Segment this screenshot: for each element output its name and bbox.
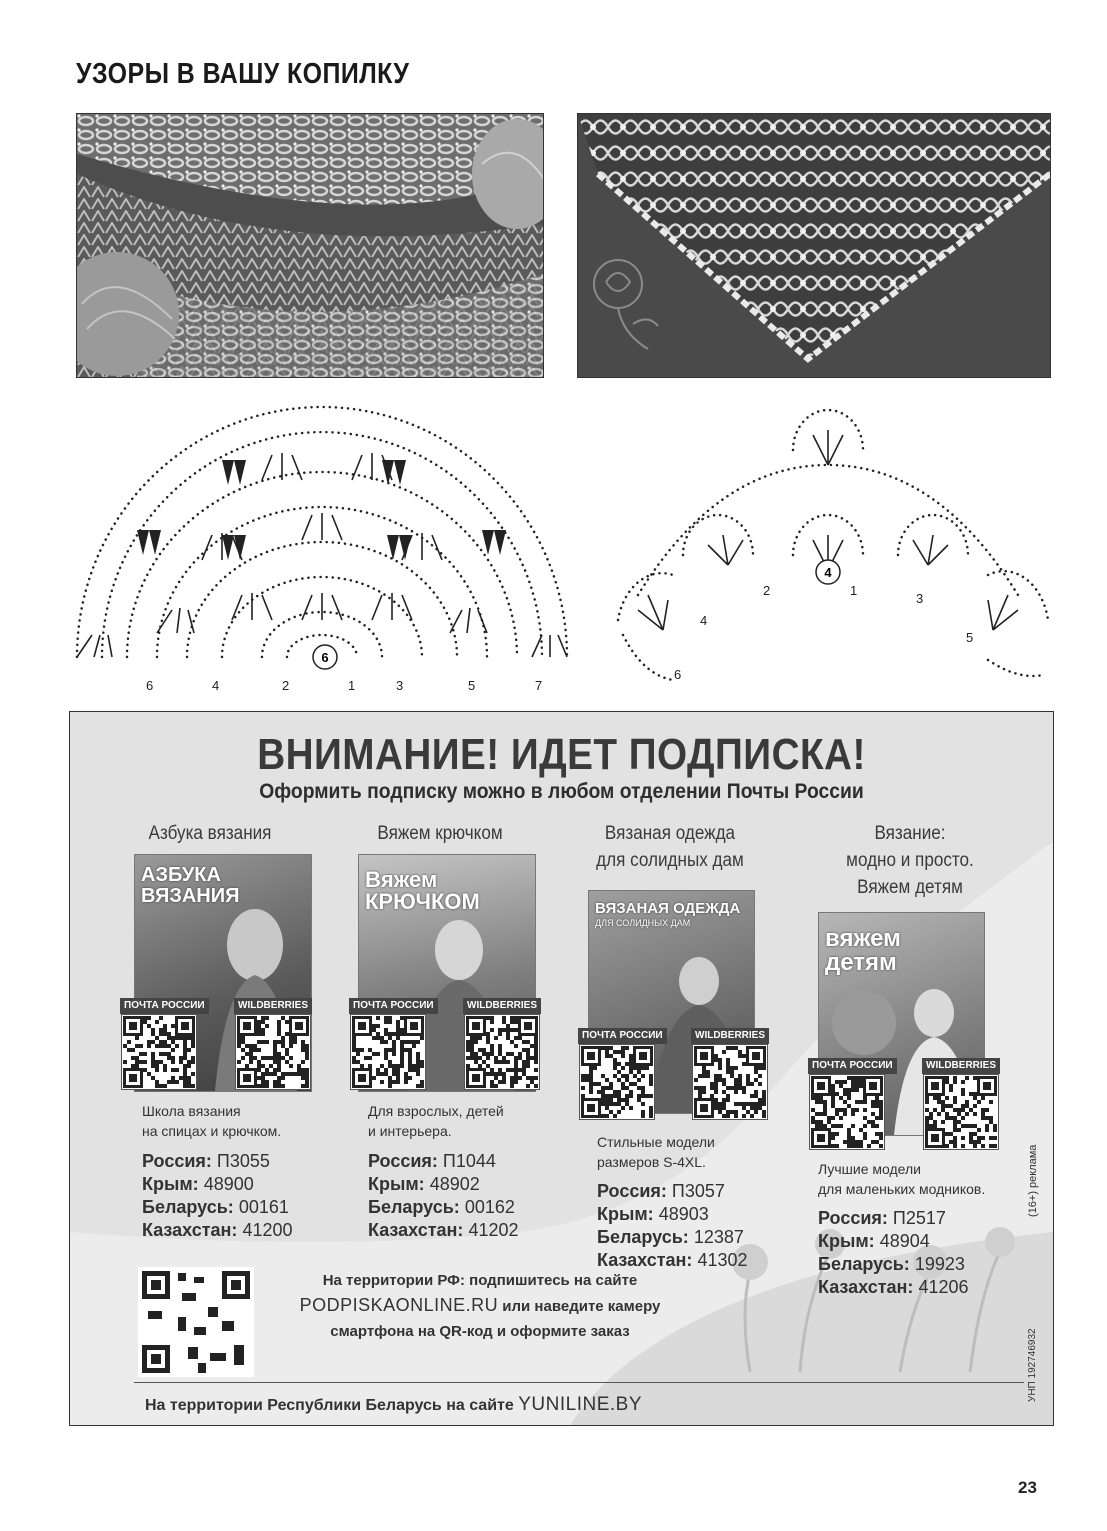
subscription-ad — [69, 711, 1054, 1426]
qr-pattern — [123, 1016, 195, 1088]
podpiska-site-link[interactable]: PODPISKAONLINE.RU — [299, 1295, 499, 1315]
magazine-description: Для взрослых, детей и интерьера. — [368, 1103, 504, 1139]
chart-center-label: 4 — [824, 565, 832, 580]
magazine-description: Школа вязания на спицах и крючком. — [142, 1103, 282, 1139]
row-number: 5 — [966, 630, 974, 645]
qr-pattern — [466, 1016, 538, 1088]
shawl-photo-right — [577, 113, 1051, 378]
qr-pattern — [581, 1046, 653, 1118]
wildberries-qr-code[interactable] — [692, 1030, 768, 1120]
cover-subtitle: ДЛЯ СОЛИДНЫХ ДАМ — [595, 918, 691, 928]
post-qr-code[interactable] — [121, 1000, 205, 1090]
cover-title: Вяжем КРЮЧКОМ — [365, 867, 480, 914]
qr-pattern — [694, 1046, 766, 1118]
subscription-codes: Россия: П3055 Крым: 48900 Беларусь: 00161 Казахстан: 41200 — [142, 1151, 293, 1240]
cover-title: ВЯЗАНАЯ ОДЕЖДА — [595, 900, 741, 917]
row-number: 6 — [674, 667, 682, 682]
cover-title: вяжем детям — [825, 925, 901, 976]
qr-label: WILDBERRIES — [922, 1058, 1000, 1074]
magazine-title: Азбука вязания — [148, 823, 272, 844]
post-qr-code[interactable] — [350, 1000, 434, 1090]
age-rating-note: (16+) реклама — [1027, 1144, 1039, 1217]
crochet-chart-left — [62, 395, 582, 700]
page-title: УЗОРЫ В ВАШУ КОПИЛКУ — [76, 58, 410, 90]
row-number: 7 — [535, 678, 543, 693]
row-number: 3 — [916, 591, 924, 606]
wildberries-qr-code[interactable] — [235, 1000, 311, 1090]
chart-center-label: 6 — [321, 650, 329, 665]
qr-label: ПОЧТА РОССИИ — [349, 998, 438, 1014]
qr-pattern — [925, 1076, 997, 1148]
qr-label: WILDBERRIES — [691, 1028, 769, 1044]
rf-subscribe-text: На территории РФ: подпишитесь на сайте PODPISKAONLINE.RU или наведите камеру смартфона на QR-код и оформите заказ — [299, 1272, 661, 1340]
qr-label: ПОЧТА РОССИИ — [578, 1028, 667, 1044]
divider — [134, 1382, 1024, 1383]
page-number: 23 — [1018, 1478, 1037, 1497]
post-qr-code[interactable] — [809, 1060, 893, 1150]
row-number: 4 — [700, 613, 708, 628]
podpiska-qr-code[interactable] — [138, 1267, 254, 1377]
belarus-subscribe-text: На территории Республики Беларусь на сайте YUNILINE.BY — [145, 1394, 642, 1415]
ad-subhead: Оформить подписку можно в любом отделении Почты России — [259, 780, 864, 803]
cover-title: АЗБУКА ВЯЗАНИЯ — [141, 864, 240, 907]
subscription-codes: Россия: П2517 Крым: 48904 Беларусь: 19923 Казахстан: 41206 — [818, 1208, 969, 1297]
magazine-title: Вязаная одежда для солидных дам — [596, 823, 744, 871]
qr-label: ПОЧТА РОССИИ — [808, 1058, 897, 1074]
row-number: 2 — [763, 583, 771, 598]
post-qr-code[interactable] — [579, 1030, 663, 1120]
row-number: 5 — [468, 678, 476, 693]
wildberries-qr-code[interactable] — [464, 1000, 540, 1090]
row-number: 6 — [146, 678, 154, 693]
qr-label: WILDBERRIES — [234, 998, 312, 1014]
magazine-description: Лучшие модели для маленьких модников. — [818, 1161, 986, 1197]
yuniline-site-link[interactable]: YUNILINE.BY — [518, 1394, 642, 1415]
row-number: 4 — [212, 678, 220, 693]
shawl-photo-left — [76, 113, 544, 378]
magazine-title: Вязание: модно и просто. Вяжем детям — [846, 823, 974, 898]
crochet-chart-right — [598, 395, 1068, 690]
row-number: 1 — [850, 583, 858, 598]
magazine-title: Вяжем крючком — [377, 823, 503, 844]
qr-label: WILDBERRIES — [463, 998, 541, 1014]
registration-code: УНП 192746932 — [1027, 1328, 1038, 1402]
ad-headline: ВНИМАНИЕ! ИДЕТ ПОДПИСКА! — [257, 730, 866, 779]
qr-pattern — [352, 1016, 424, 1088]
row-number: 3 — [396, 678, 404, 693]
subscription-codes: Россия: П3057 Крым: 48903 Беларусь: 12387 Казахстан: 41302 — [597, 1181, 748, 1270]
wildberries-qr-code[interactable] — [923, 1060, 999, 1150]
qr-pattern — [237, 1016, 309, 1088]
subscription-codes: Россия: П1044 Крым: 48902 Беларусь: 00162 Казахстан: 41202 — [368, 1151, 519, 1240]
row-number: 2 — [282, 678, 290, 693]
qr-pattern — [811, 1076, 883, 1148]
row-number: 1 — [348, 678, 356, 693]
magazine-description: Стильные модели размеров S-4XL. — [597, 1134, 715, 1170]
qr-label: ПОЧТА РОССИИ — [120, 998, 209, 1014]
